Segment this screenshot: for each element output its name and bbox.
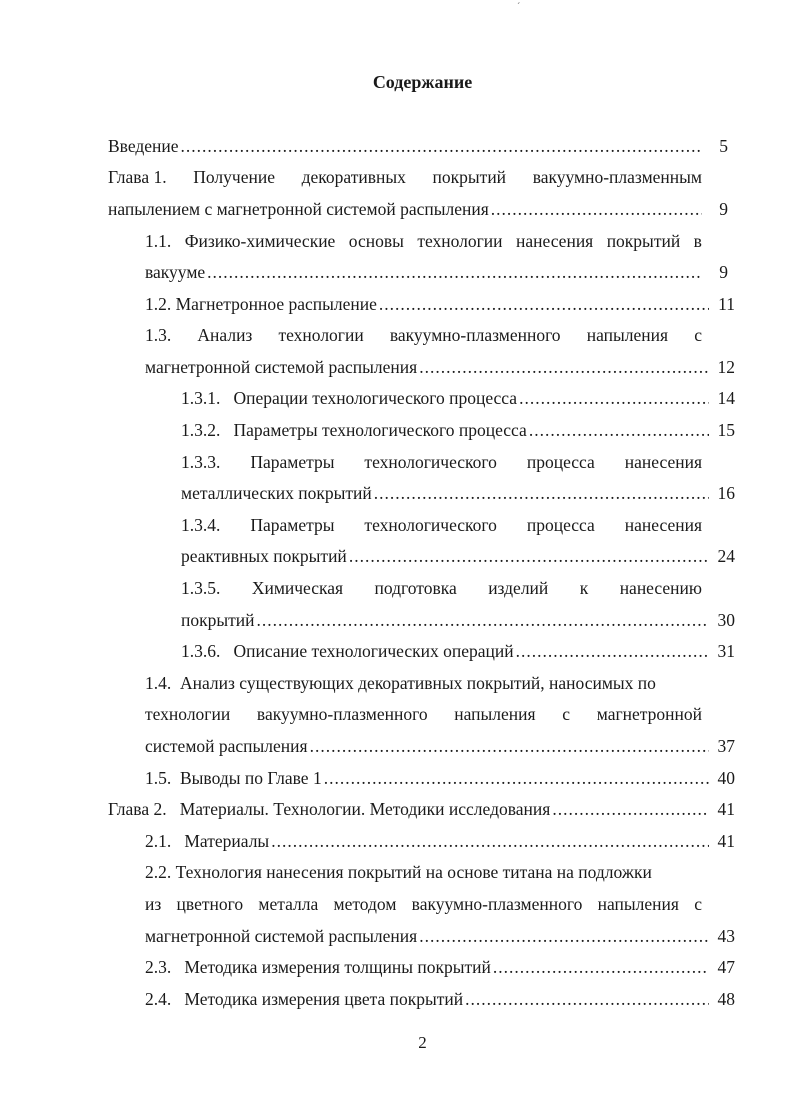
toc-word: технологического: [364, 452, 497, 472]
leader-dots: [529, 418, 709, 442]
toc-page-number: 31: [717, 641, 735, 661]
toc-word: в: [693, 231, 702, 251]
leader-dots: [419, 924, 709, 948]
leader-dots: [271, 829, 709, 853]
toc-word: с: [694, 325, 702, 345]
toc-entry-1-3-3-line1: [181, 450, 702, 474]
toc-page-number: 43: [717, 926, 735, 946]
toc-word: из: [145, 894, 162, 914]
toc-entry-1-4-line2: [145, 702, 702, 726]
toc-word: нанесения: [624, 515, 702, 535]
leader-dots: [379, 292, 709, 316]
toc-entry-text: вакууме: [145, 262, 206, 282]
toc-page-number: 24: [717, 546, 735, 566]
toc-word: напыления: [454, 704, 536, 724]
toc-entry-1-5: [145, 766, 735, 790]
toc-entry-text: напылением с магнетронной системой распыления: [108, 199, 489, 219]
toc-word: технологии: [278, 325, 364, 345]
toc-word: покрытий: [606, 231, 681, 251]
toc-page-number: 11: [718, 294, 735, 314]
leader-dots: [310, 734, 709, 758]
toc-entry-text: 2.3. Методика измерения толщины покрытий: [145, 957, 491, 977]
toc-word: технологического: [364, 515, 497, 535]
toc-entry-1-3-line2: [145, 355, 735, 379]
toc-entry-1-3-6: [181, 639, 735, 663]
leader-dots: [493, 955, 709, 979]
toc-word: с: [562, 704, 571, 724]
toc-entry-text: реактивных покрытий: [181, 546, 347, 566]
leader-dots: [491, 197, 702, 221]
toc-entry-text: металлических покрытий: [181, 483, 372, 503]
toc-word: 1.3.4.: [181, 515, 221, 535]
toc-entry-1-4-line3: [145, 734, 735, 758]
toc-entry-1-3-5-line2: [181, 608, 735, 632]
toc-entry-1-3-4-line1: [181, 513, 702, 537]
toc-entry-text: 1.2. Магнетронное распыление: [145, 294, 377, 314]
toc-entry-2-2-line3: [145, 924, 735, 948]
toc-word: 1.1.: [145, 231, 172, 251]
toc-entry-text: 1.4. Анализ существующих декоративных покрытий, наносимых по: [145, 673, 656, 693]
toc-word: 1.3.3.: [181, 452, 221, 472]
toc-page-number: 9: [719, 199, 728, 219]
toc-word: напыления: [597, 894, 679, 914]
toc-entry-2-2-line2: [145, 892, 702, 916]
toc-entry-1-1-line1: [145, 229, 702, 253]
toc-word: нанесения: [624, 452, 702, 472]
toc-word: основы: [348, 231, 404, 251]
leader-dots: [207, 260, 702, 284]
toc-entry-text: Введение: [108, 136, 179, 156]
page-title: Содержание: [372, 72, 473, 92]
toc-word: с: [694, 894, 702, 914]
toc-word: процесса: [526, 515, 595, 535]
toc-entry-1-3-5-line1: [181, 576, 702, 600]
toc-word: изделий: [488, 578, 549, 598]
toc-word: металла: [258, 894, 319, 914]
toc-entry-text: 2.1. Материалы: [145, 831, 270, 851]
toc-page-number: 40: [717, 768, 735, 788]
leader-dots: [324, 766, 709, 790]
toc-entry-1-3-1: [181, 386, 735, 410]
toc-entry-1-3-2: [181, 418, 735, 442]
leader-dots: [349, 544, 709, 568]
page-number: 2: [418, 1033, 427, 1052]
toc-word: покрытий: [432, 167, 507, 187]
toc-entry-2-4: [145, 987, 735, 1011]
toc-page-number: 30: [717, 610, 735, 630]
leader-dots: [465, 987, 709, 1011]
toc-entry-1-1-line2: [145, 260, 728, 284]
toc-entry-1-3-line1: [145, 323, 702, 347]
toc-page-number: 14: [717, 388, 735, 408]
toc-word: Параметры: [250, 452, 335, 472]
toc-entry-text: 2.2. Технология нанесения покрытий на основе титана на подложки: [145, 862, 652, 882]
toc-entry-text: Глава 2. Материалы. Технологии. Методики исследования: [108, 799, 551, 819]
toc-word: магнетронной: [596, 704, 702, 724]
toc-entry-text: 2.4. Методика измерения цвета покрытий: [145, 989, 464, 1009]
leader-dots: [419, 355, 709, 379]
toc-page-number: 9: [719, 262, 728, 282]
toc-page-number: 5: [719, 136, 728, 156]
toc-page-number: 15: [717, 420, 735, 440]
toc-word: Получение: [193, 167, 275, 187]
toc-word: технологии: [417, 231, 503, 251]
toc-entry-text: покрытий: [181, 610, 255, 630]
toc-entry-intro: [108, 134, 728, 158]
toc-page-number: 48: [717, 989, 735, 1009]
leader-dots: [374, 481, 709, 505]
toc-page-number: 37: [717, 736, 735, 756]
toc-entry-text: системой распыления: [145, 736, 308, 756]
toc-page-number: 41: [717, 799, 735, 819]
toc-entry-text: 1.3.6. Описание технологических операций: [181, 641, 514, 661]
toc-word: декоративных: [301, 167, 406, 187]
toc-word: Анализ: [197, 325, 253, 345]
toc-entry-2-2-line1: [145, 860, 702, 884]
toc-entry-1-2: [145, 292, 735, 316]
toc-entry-text: 1.5. Выводы по Главе 1: [145, 768, 322, 788]
leader-dots: [516, 639, 709, 663]
toc-entry-1-3-3-line2: [181, 481, 735, 505]
toc-word: цветного: [176, 894, 244, 914]
toc-word: вакуумно-плазменного: [389, 325, 561, 345]
toc-page-number: 16: [717, 483, 735, 503]
toc-word: методом: [333, 894, 397, 914]
toc-word: технологии: [145, 704, 231, 724]
leader-dots: [519, 386, 709, 410]
toc-word: Параметры: [250, 515, 335, 535]
toc-entry-ch1-line1: [108, 165, 702, 189]
toc-entry-ch2: [108, 797, 735, 821]
toc-word: 1.3.5.: [181, 578, 221, 598]
toc-word: подготовка: [374, 578, 457, 598]
toc-word: Физико-химические: [184, 231, 336, 251]
toc-entry-2-3: [145, 955, 735, 979]
toc-word: вакуумно-плазменного: [256, 704, 428, 724]
toc-word: процесса: [526, 452, 595, 472]
toc-word: Глава 1.: [108, 167, 167, 187]
toc-word: к: [579, 578, 589, 598]
toc-entry-text: 1.3.2. Параметры технологического процесса: [181, 420, 527, 440]
toc-word: нанесения: [516, 231, 594, 251]
toc-entry-text: магнетронной системой распыления: [145, 357, 418, 377]
toc-page-number: 47: [717, 957, 735, 977]
toc-entry-2-1: [145, 829, 735, 853]
toc-word: 1.3.: [145, 325, 172, 345]
toc-word: вакуумно-плазменного: [411, 894, 583, 914]
toc-word: вакуумно-плазменным: [532, 167, 702, 187]
leader-dots: [257, 608, 709, 632]
stray-mark: ´: [517, 2, 521, 13]
leader-dots: [552, 797, 709, 821]
toc-word: Химическая: [251, 578, 344, 598]
toc-page-number: 41: [717, 831, 735, 851]
toc-word: нанесению: [619, 578, 702, 598]
toc-entry-1-3-4-line2: [181, 544, 735, 568]
leader-dots: [181, 134, 702, 158]
toc-entry-text: магнетронной системой распыления: [145, 926, 418, 946]
toc-entry-text: 1.3.1. Операции технологического процесса: [181, 388, 518, 408]
toc-page-number: 12: [717, 357, 735, 377]
toc-entry-1-4-line1: [145, 671, 702, 695]
toc-word: напыления: [586, 325, 669, 345]
toc-entry-ch1-line2: [108, 197, 728, 221]
